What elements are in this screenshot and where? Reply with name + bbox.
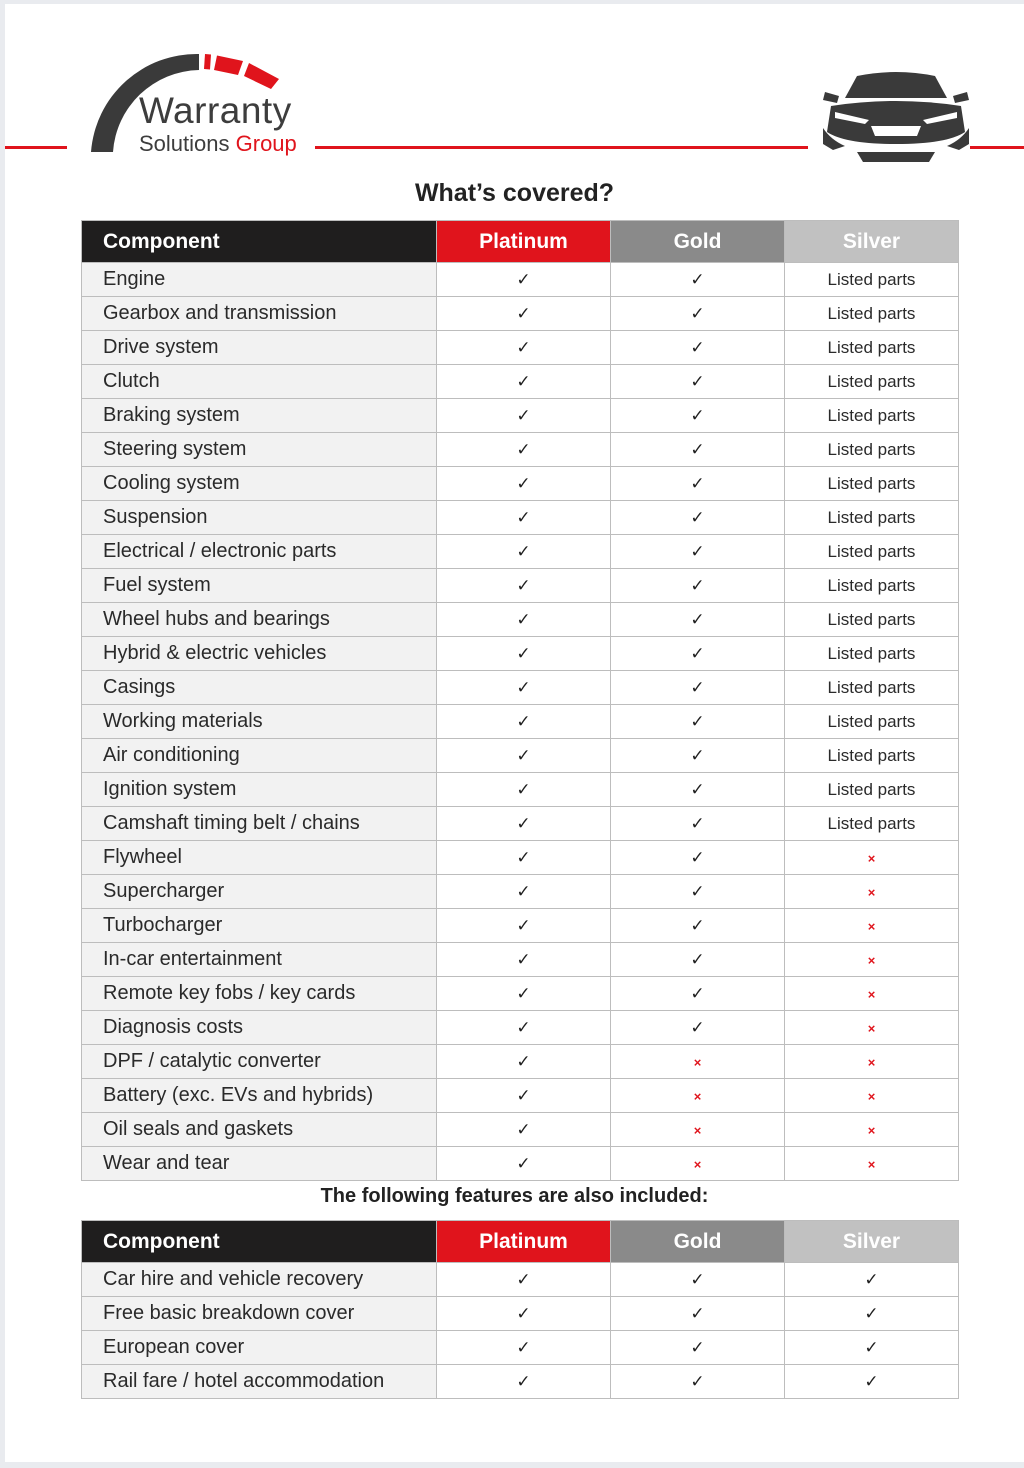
tick-icon: ✓ (690, 405, 705, 425)
platinum-cell (437, 739, 611, 773)
coverage-text: Listed parts (827, 609, 916, 629)
silver-cell (785, 841, 959, 875)
coverage-text: Listed parts (827, 779, 916, 799)
coverage-text: Listed parts (827, 371, 916, 391)
table-row (82, 909, 959, 943)
silver-cell (785, 467, 959, 501)
platinum-cell (437, 875, 611, 909)
component-name: Supercharger (82, 875, 437, 909)
gold-cell (611, 1011, 785, 1045)
gold-cell (611, 637, 785, 671)
silver-cell (785, 1365, 959, 1399)
tick-icon: ✓ (516, 371, 531, 391)
coverage-table (81, 220, 959, 1181)
gold-cell (611, 603, 785, 637)
logo-subtitle-solutions: Solutions (139, 131, 236, 156)
tick-icon: ✓ (690, 949, 705, 969)
tick-icon: ✓ (690, 1017, 705, 1037)
component-name: Wheel hubs and bearings (82, 603, 437, 637)
table-row (82, 331, 959, 365)
silver-cell (785, 263, 959, 297)
silver-cell (785, 671, 959, 705)
header-platinum: Platinum (437, 221, 611, 263)
component-name: Turbocharger (82, 909, 437, 943)
table-row (82, 569, 959, 603)
silver-cell (785, 705, 959, 739)
component-name: Fuel system (82, 569, 437, 603)
component-name: Camshaft timing belt / chains (82, 807, 437, 841)
section-title-features: The following features are also included: (320, 1185, 709, 1207)
tick-icon: ✓ (516, 541, 531, 561)
tick-icon: ✓ (864, 1269, 879, 1289)
silver-cell (785, 569, 959, 603)
tick-icon: ✓ (690, 303, 705, 323)
table-row (82, 1263, 959, 1297)
gold-cell (611, 841, 785, 875)
component-name: Remote key fobs / key cards (82, 977, 437, 1011)
tick-icon: ✓ (690, 847, 705, 867)
cross-icon: × (867, 952, 876, 968)
tick-icon: ✓ (516, 677, 531, 697)
coverage-text: Listed parts (827, 405, 916, 425)
tick-icon: ✓ (516, 847, 531, 867)
platinum-cell (437, 569, 611, 603)
tick-icon: ✓ (516, 881, 531, 901)
gold-cell (611, 1365, 785, 1399)
platinum-cell (437, 773, 611, 807)
gold-cell (611, 467, 785, 501)
silver-cell (785, 1011, 959, 1045)
gold-cell (611, 909, 785, 943)
gold-cell (611, 297, 785, 331)
platinum-cell (437, 297, 611, 331)
component-name: Braking system (82, 399, 437, 433)
silver-cell (785, 909, 959, 943)
gold-cell (611, 739, 785, 773)
gold-cell (611, 1079, 785, 1113)
silver-cell (785, 1297, 959, 1331)
platinum-cell (437, 1263, 611, 1297)
platinum-cell (437, 1365, 611, 1399)
cross-icon: × (693, 1054, 702, 1070)
platinum-cell (437, 1297, 611, 1331)
silver-cell (785, 1263, 959, 1297)
tick-icon: ✓ (516, 269, 531, 289)
tick-icon: ✓ (516, 1303, 531, 1323)
coverage-text: Listed parts (827, 507, 916, 527)
tick-icon: ✓ (516, 575, 531, 595)
table-row (82, 1297, 959, 1331)
coverage-text: Listed parts (827, 439, 916, 459)
tick-icon: ✓ (690, 813, 705, 833)
table-row (82, 1365, 959, 1399)
platinum-cell (437, 943, 611, 977)
component-name: Flywheel (82, 841, 437, 875)
platinum-cell (437, 1079, 611, 1113)
tick-icon: ✓ (516, 473, 531, 493)
component-name: Oil seals and gaskets (82, 1113, 437, 1147)
header-platinum: Platinum (437, 1221, 611, 1263)
silver-cell (785, 943, 959, 977)
cross-icon: × (867, 1156, 876, 1172)
table-row (82, 365, 959, 399)
table-row (82, 637, 959, 671)
platinum-cell (437, 909, 611, 943)
tick-icon: ✓ (690, 1269, 705, 1289)
silver-cell (785, 501, 959, 535)
table-row (82, 263, 959, 297)
table-row (82, 399, 959, 433)
silver-cell (785, 433, 959, 467)
coverage-table-header-row (82, 221, 959, 263)
tick-icon: ✓ (690, 643, 705, 663)
platinum-cell (437, 535, 611, 569)
component-name: Ignition system (82, 773, 437, 807)
table-row (82, 977, 959, 1011)
tick-icon: ✓ (690, 269, 705, 289)
cross-icon: × (693, 1122, 702, 1138)
silver-cell (785, 875, 959, 909)
tick-icon: ✓ (516, 1051, 531, 1071)
header-rule-left (5, 146, 67, 149)
component-name: Engine (82, 263, 437, 297)
silver-cell (785, 399, 959, 433)
gold-cell (611, 705, 785, 739)
component-name: Cooling system (82, 467, 437, 501)
component-name: Rail fare / hotel accommodation (82, 1365, 437, 1399)
platinum-cell (437, 365, 611, 399)
tick-icon: ✓ (516, 643, 531, 663)
table-row (82, 807, 959, 841)
table-row (82, 875, 959, 909)
component-name: Steering system (82, 433, 437, 467)
table-row (82, 705, 959, 739)
header-gold: Gold (611, 1221, 785, 1263)
cross-icon: × (867, 884, 876, 900)
platinum-cell (437, 467, 611, 501)
section-title-covered: What’s covered? (414, 179, 615, 207)
cross-icon: × (693, 1156, 702, 1172)
silver-cell (785, 297, 959, 331)
silver-cell (785, 739, 959, 773)
table-row (82, 773, 959, 807)
gold-cell (611, 535, 785, 569)
coverage-text: Listed parts (827, 575, 916, 595)
silver-cell (785, 1331, 959, 1365)
tick-icon: ✓ (690, 881, 705, 901)
component-name: Battery (exc. EVs and hybrids) (82, 1079, 437, 1113)
table-row (82, 297, 959, 331)
tick-icon: ✓ (690, 711, 705, 731)
component-name: European cover (82, 1331, 437, 1365)
table-row (82, 739, 959, 773)
header-rule-center (315, 146, 808, 149)
header-component: Component (82, 221, 437, 263)
tick-icon: ✓ (516, 609, 531, 629)
platinum-cell (437, 1045, 611, 1079)
platinum-cell (437, 433, 611, 467)
gold-cell (611, 433, 785, 467)
silver-cell (785, 807, 959, 841)
gold-cell (611, 1297, 785, 1331)
logo-subtitle-group: Group (235, 131, 297, 156)
gold-cell (611, 807, 785, 841)
coverage-text: Listed parts (827, 303, 916, 323)
tick-icon: ✓ (516, 949, 531, 969)
table-row (82, 1045, 959, 1079)
tick-icon: ✓ (516, 507, 531, 527)
coverage-text: Listed parts (827, 677, 916, 697)
component-name: Hybrid & electric vehicles (82, 637, 437, 671)
tick-icon: ✓ (864, 1303, 879, 1323)
tick-icon: ✓ (690, 541, 705, 561)
coverage-text: Listed parts (827, 711, 916, 731)
table-row (82, 1011, 959, 1045)
platinum-cell (437, 977, 611, 1011)
tick-icon: ✓ (690, 983, 705, 1003)
component-name: Wear and tear (82, 1147, 437, 1181)
platinum-cell (437, 705, 611, 739)
component-name: Drive system (82, 331, 437, 365)
platinum-cell (437, 399, 611, 433)
platinum-cell (437, 807, 611, 841)
platinum-cell (437, 841, 611, 875)
coverage-text: Listed parts (827, 541, 916, 561)
tick-icon: ✓ (516, 405, 531, 425)
tick-icon: ✓ (516, 813, 531, 833)
cross-icon: × (867, 1122, 876, 1138)
tick-icon: ✓ (690, 337, 705, 357)
component-name: Diagnosis costs (82, 1011, 437, 1045)
platinum-cell (437, 637, 611, 671)
coverage-text: Listed parts (827, 745, 916, 765)
tick-icon: ✓ (516, 711, 531, 731)
gold-cell (611, 875, 785, 909)
gold-cell (611, 1113, 785, 1147)
platinum-cell (437, 501, 611, 535)
header-component: Component (82, 1221, 437, 1263)
component-name: Free basic breakdown cover (82, 1297, 437, 1331)
silver-cell (785, 977, 959, 1011)
tick-icon: ✓ (690, 779, 705, 799)
component-name: Casings (82, 671, 437, 705)
cross-icon: × (867, 986, 876, 1002)
gold-cell (611, 365, 785, 399)
table-row (82, 501, 959, 535)
coverage-text: Listed parts (827, 337, 916, 357)
table-row (82, 671, 959, 705)
table-row (82, 943, 959, 977)
platinum-cell (437, 1147, 611, 1181)
tick-icon: ✓ (690, 439, 705, 459)
component-name: DPF / catalytic converter (82, 1045, 437, 1079)
platinum-cell (437, 1011, 611, 1045)
tick-icon: ✓ (690, 1303, 705, 1323)
table-row (82, 433, 959, 467)
platinum-cell (437, 1113, 611, 1147)
tick-icon: ✓ (516, 1269, 531, 1289)
table-row (82, 1079, 959, 1113)
gold-cell (611, 399, 785, 433)
tick-icon: ✓ (690, 371, 705, 391)
table-row (82, 535, 959, 569)
tick-icon: ✓ (516, 915, 531, 935)
platinum-cell (437, 603, 611, 637)
silver-cell (785, 535, 959, 569)
platinum-cell (437, 263, 611, 297)
silver-cell (785, 637, 959, 671)
component-name: Air conditioning (82, 739, 437, 773)
gold-cell (611, 569, 785, 603)
silver-cell (785, 1079, 959, 1113)
table-row (82, 603, 959, 637)
cross-icon: × (867, 918, 876, 934)
cross-icon: × (867, 1054, 876, 1070)
tick-icon: ✓ (690, 677, 705, 697)
tick-icon: ✓ (690, 473, 705, 493)
coverage-text: Listed parts (827, 473, 916, 493)
table-row (82, 1113, 959, 1147)
cross-icon: × (867, 850, 876, 866)
silver-cell (785, 1113, 959, 1147)
coverage-text: Listed parts (827, 269, 916, 289)
table-row (82, 1331, 959, 1365)
features-table (81, 1220, 959, 1399)
gold-cell (611, 1263, 785, 1297)
silver-cell (785, 365, 959, 399)
cross-icon: × (867, 1088, 876, 1104)
table-row (82, 467, 959, 501)
component-name: Suspension (82, 501, 437, 535)
silver-cell (785, 603, 959, 637)
gold-cell (611, 263, 785, 297)
tick-icon: ✓ (690, 745, 705, 765)
tick-icon: ✓ (516, 1153, 531, 1173)
component-name: Gearbox and transmission (82, 297, 437, 331)
header-gold: Gold (611, 221, 785, 263)
gold-cell (611, 1045, 785, 1079)
silver-cell (785, 1147, 959, 1181)
platinum-cell (437, 331, 611, 365)
gold-cell (611, 501, 785, 535)
gold-cell (611, 671, 785, 705)
tick-icon: ✓ (516, 983, 531, 1003)
tick-icon: ✓ (516, 745, 531, 765)
tick-icon: ✓ (516, 1371, 531, 1391)
component-name: Working materials (82, 705, 437, 739)
cross-icon: × (867, 1020, 876, 1036)
tick-icon: ✓ (516, 439, 531, 459)
logo-subtitle (139, 131, 297, 157)
silver-cell (785, 773, 959, 807)
tick-icon: ✓ (864, 1371, 879, 1391)
platinum-cell (437, 671, 611, 705)
tick-icon: ✓ (516, 1017, 531, 1037)
tick-icon: ✓ (864, 1337, 879, 1357)
coverage-text: Listed parts (827, 813, 916, 833)
component-name: Car hire and vehicle recovery (82, 1263, 437, 1297)
cross-icon: × (693, 1088, 702, 1104)
tick-icon: ✓ (690, 1337, 705, 1357)
platinum-cell (437, 1331, 611, 1365)
coverage-text: Listed parts (827, 643, 916, 663)
tick-icon: ✓ (516, 337, 531, 357)
features-table-header-row (82, 1221, 959, 1263)
tick-icon: ✓ (690, 915, 705, 935)
component-name: Electrical / electronic parts (82, 535, 437, 569)
tick-icon: ✓ (690, 507, 705, 527)
gold-cell (611, 773, 785, 807)
table-row (82, 841, 959, 875)
tick-icon: ✓ (516, 303, 531, 323)
gold-cell (611, 1147, 785, 1181)
tick-icon: ✓ (516, 1337, 531, 1357)
tick-icon: ✓ (690, 1371, 705, 1391)
gold-cell (611, 977, 785, 1011)
table-row (82, 1147, 959, 1181)
component-name: In-car entertainment (82, 943, 437, 977)
component-name: Clutch (82, 365, 437, 399)
header-silver: Silver (785, 1221, 959, 1263)
gold-cell (611, 943, 785, 977)
tick-icon: ✓ (690, 575, 705, 595)
header-silver: Silver (785, 221, 959, 263)
header-rule-right (970, 146, 1024, 149)
tick-icon: ✓ (690, 609, 705, 629)
tick-icon: ✓ (516, 779, 531, 799)
brochure-page (5, 4, 1024, 1462)
logo-wordmark: Warranty (139, 90, 292, 131)
silver-cell (785, 1045, 959, 1079)
tick-icon: ✓ (516, 1085, 531, 1105)
tick-icon: ✓ (516, 1119, 531, 1139)
silver-cell (785, 331, 959, 365)
gold-cell (611, 1331, 785, 1365)
car-front-icon (817, 66, 975, 166)
gold-cell (611, 331, 785, 365)
